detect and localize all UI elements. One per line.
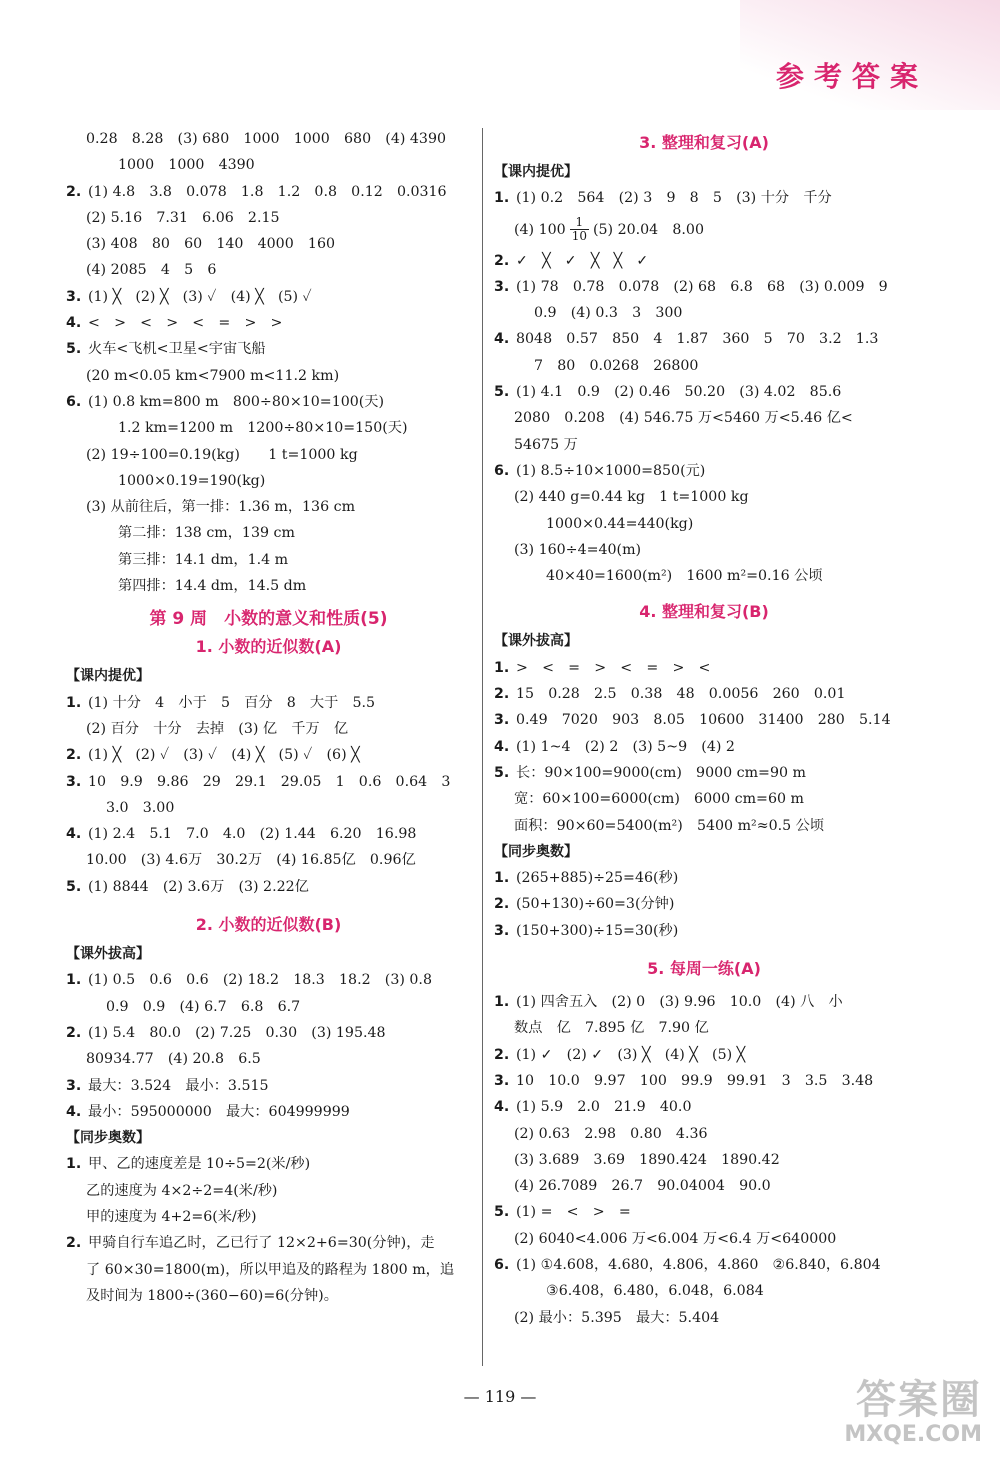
answer-text: (1) ╳ (2) ╳ (3) ✓ (4) ╳ (5) ✓ [88,288,312,305]
answer-line: 3.0 3.00 [106,799,175,816]
question-number: 1. [494,190,510,207]
question-number: 2. [494,1046,510,1063]
answer-text: 最小：595000000 最大：604999999 [88,1103,350,1120]
column-divider [482,128,483,1366]
question-number: 2. [494,686,510,703]
answer-line: (3) 从前往后，第一排：1.36 m，136 cm [86,499,356,516]
right-column [494,126,914,1331]
answer-line [494,865,914,891]
answer-text: (1) 78 0.78 0.078 (2) 68 6.8 68 (3) 0.009 9 [516,278,888,295]
section-title: 2. 小数的近似数(B) [195,915,342,935]
question-number: 4. [494,331,510,348]
question-number: 6. [494,462,510,479]
answer-line [66,284,471,310]
answer-line [494,379,914,405]
answer-line: ③6.408，6.480，6.048，6.084 [546,1283,764,1300]
answer-text: (1) 4.8 3.8 0.078 1.8 1.2 0.8 0.12 0.0316 [88,183,447,200]
answer-line [66,336,471,362]
section-tag: 【课外拔高】 [66,946,150,963]
answer-line: (3) 408 80 60 140 4000 160 [86,236,335,253]
answer-line [494,1068,914,1094]
answer-line [66,874,471,900]
answer-text: (1) 1~4 (2) 2 (3) 5~9 (4) 2 [516,738,735,755]
question-number: 4. [66,1103,82,1120]
answer-line: (2) 19÷100=0.19(kg) 1 t=1000 kg [86,446,358,463]
week-title: 第 9 周 小数的意义和性质(5) [149,609,388,630]
section-title: 3. 整理和复习(A) [639,133,769,152]
answer-line [66,1230,471,1256]
section-title: 1. 小数的近似数(A) [195,637,342,657]
question-number: 4. [494,738,510,755]
answer-line: 第四排：14.4 dm，14.5 dm [118,578,307,595]
answer-line [66,389,471,415]
answer-text: (50+130)÷60=3(分钟) [516,896,675,913]
answer-line: 1000×0.19=190(kg) [118,472,266,489]
answer-line [494,655,914,681]
page-header-title: 参考答案 [775,60,928,93]
section-tag: 【课外拔高】 [494,633,578,650]
question-number: 5. [494,1204,510,1221]
question-number: 1. [494,994,510,1011]
answer-line [66,1073,471,1099]
answer-line [494,212,914,248]
question-number: 2. [66,1024,82,1041]
answer-line: (2) 440 g=0.44 kg 1 t=1000 kg [514,489,749,506]
answer-line: 了 60×30=1800(m)，所以甲追及的路程为 1800 m，追 [86,1261,455,1278]
answer-text: (1) ╳ (2) ✓ (3) ✓ (4) ╳ (5) ✓ (6) ╳ [88,747,360,764]
section-tag: 【课内提优】 [494,164,578,180]
answer-line: 0.9 (4) 0.3 3 300 [534,305,683,322]
answer-line: (2) 5.16 7.31 6.06 2.15 [86,209,280,226]
answer-line [66,769,471,795]
answer-text: 最大：3.524 最小：3.515 [88,1077,269,1094]
answer-line [494,760,914,786]
answer-text: (1) 0.5 0.6 0.6 (2) 18.2 18.3 18.2 (3) 0.8 [88,972,432,989]
answer-line: 宽：60×100=6000(cm) 6000 cm=60 m [514,791,804,808]
question-number: 2. [494,896,510,913]
answer-text: > < = > < = > < [516,659,711,676]
page-number: — 119 — [463,1387,537,1406]
answer-line: 10.00 (3) 4.6万 30.2万 (4) 16.85亿 0.96亿 [86,852,416,869]
answer-line: 0.28 8.28 (3) 680 1000 1000 680 (4) 4390 [86,131,446,147]
answer-line [66,179,471,205]
answer-text: ✓ ╳ ✓ ╳ ╳ ✓ [516,252,649,269]
question-number: 2. [66,747,82,764]
question-number: 5. [66,878,82,895]
answer-line: 1000×0.44=440(kg) [546,515,694,532]
answer-text: 0.49 7020 903 8.05 10600 31400 280 5.14 [516,712,891,729]
answer-text: (4) 100 [514,221,566,238]
answer-text: (1) 5.9 2.0 21.9 40.0 [516,1099,692,1116]
answer-line [494,918,914,944]
question-number: 4. [66,315,82,332]
answer-text: 10 9.9 9.86 29 29.1 29.05 1 0.6 0.64 3 [88,773,451,790]
answer-line [494,891,914,917]
answer-text: < > < > < = > > [88,315,283,332]
question-number: 3. [66,1077,82,1094]
answer-line [494,681,914,707]
answer-line: 1000 1000 4390 [118,157,255,174]
answer-line: 7 80 0.0268 26800 [534,357,699,374]
question-number: 3. [66,288,82,305]
answer-text: (1) 5.4 80.0 (2) 7.25 0.30 (3) 195.48 [88,1024,386,1041]
answer-line: 第二排：138 cm，139 cm [118,525,295,542]
answer-text: 10 10.0 9.97 100 99.9 99.91 3 3.5 3.48 [516,1072,874,1089]
answer-line: 面积：90×60=5400(m²) 5400 m²≈0.5 公顷 [514,817,825,834]
section-title: 4. 整理和复习(B) [639,602,769,622]
question-number: 2. [494,252,510,269]
answer-text: (1) 8844 (2) 3.6万 (3) 2.22亿 [88,878,309,895]
question-number: 3. [66,773,82,790]
question-number: 1. [494,870,510,887]
answer-text: 甲、乙的速度差是 10÷5=2(米/秒) [88,1156,311,1173]
section-tag: 【同步奥数】 [494,843,578,860]
question-number: 2. [66,183,82,200]
answer-text: (1) 四舍五入 (2) 0 (3) 9.96 10.0 (4) 八 小 [516,994,843,1011]
question-number: 4. [494,1099,510,1116]
answer-line: 54675 万 [514,436,578,453]
answer-line [66,967,471,993]
answer-line [494,1252,914,1278]
question-number: 5. [494,384,510,401]
question-number: 3. [494,278,510,295]
answer-text: (1) 0.2 564 (2) 3 9 8 5 (3) 十分 千分 [516,190,832,207]
answer-line [494,458,914,484]
question-number: 3. [494,922,510,939]
section-tag: 【同步奥数】 [66,1130,150,1147]
question-number: 3. [494,1072,510,1089]
answer-line: 数点 亿 7.895 亿 7.90 亿 [514,1020,709,1037]
answer-line: (4) 26.7089 26.7 90.04004 90.0 [514,1178,771,1195]
answer-line [494,185,914,211]
answer-line [494,1094,914,1120]
left-column [66,126,471,1309]
answer-line [494,989,914,1015]
question-number: 1. [66,694,82,711]
answer-line: (4) 2085 4 5 6 [86,262,217,279]
answer-text: (150+300)÷15=30(秒) [516,922,679,939]
answer-line [66,690,471,716]
answer-text: 15 0.28 2.5 0.38 48 0.0056 260 0.01 [516,686,846,703]
answer-line: 0.9 0.9 (4) 6.7 6.8 6.7 [106,998,301,1015]
answer-line [494,734,914,760]
answer-text: (1) 4.1 0.9 (2) 0.46 50.20 (3) 4.02 85.6 [516,384,842,401]
section-title: 5. 每周一练(A) [647,959,761,979]
answer-line: 1.2 km=1200 m 1200÷80×10=150(天) [118,420,408,437]
answer-line: 80934.77 (4) 20.8 6.5 [86,1051,261,1068]
watermark-text: 答案圈 [856,1377,982,1423]
question-number: 5. [494,764,510,781]
answer-text: (5) 20.04 8.00 [592,221,704,238]
answer-line [66,1151,471,1177]
answer-text: 甲骑自行车追乙时，乙已行了 12×2+6=30(分钟)，走 [88,1235,435,1252]
answer-line: (2) 最小：5.395 最大：5.404 [514,1309,720,1326]
question-number: 2. [66,1235,82,1252]
answer-line: 甲的速度为 4+2=6(米/秒) [86,1208,257,1225]
answer-line [494,707,914,733]
answer-text: 8048 0.57 850 4 1.87 360 5 70 3.2 1.3 [516,331,879,348]
answer-line [66,742,471,768]
answer-line: (2) 0.63 2.98 0.80 4.36 [514,1125,708,1142]
answer-text: 火车<飞机<卫星<宇宙飞船 [88,341,266,358]
fraction [570,216,589,243]
fraction-numerator: 1 [570,216,589,230]
question-number: 4. [66,826,82,843]
question-number: 1. [66,972,82,989]
question-number: 6. [494,1256,510,1273]
answer-line: 乙的速度为 4×2÷2=4(米/秒) [86,1182,278,1199]
answer-line [66,1020,471,1046]
question-number: 5. [66,341,82,358]
answer-line: (2) 6040<4.006 万<6.004 万<6.4 万<640000 [514,1230,837,1247]
section-tag: 【课内提优】 [66,668,150,685]
answer-text: (1) 十分 4 小于 5 百分 8 大于 5.5 [88,694,376,711]
answer-line: (20 m<0.05 km<7900 m<11.2 km) [86,367,340,384]
answer-text: (1) 0.8 km=800 m 800÷80×10=100(天) [88,393,385,410]
answer-line [494,326,914,352]
answer-line [66,1099,471,1125]
fraction-denominator: 10 [571,229,587,244]
answer-line: (3) 3.689 3.69 1890.424 1890.42 [514,1151,780,1168]
answer-text: (1) 2.4 5.1 7.0 4.0 (2) 1.44 6.20 16.98 [88,826,417,843]
answer-text: (1) ①4.608，4.680，4.806，4.860 ②6.840，6.804 [516,1256,881,1273]
answer-line: 40×40=1600(m²) 1600 m²=0.16 公顷 [546,568,823,585]
answer-line: (2) 百分 十分 去掉 (3) 亿 千万 亿 [86,720,349,737]
answer-text: (1) ✓ (2) ✓ (3) ╳ (4) ╳ (5) ╳ [516,1046,746,1063]
question-number: 1. [66,1156,82,1173]
watermark-logo [844,1378,982,1448]
answer-line [494,274,914,300]
answer-line [66,310,471,336]
answer-text: (265+885)÷25=46(秒) [516,870,679,887]
answer-line [494,1042,914,1068]
question-number: 1. [494,659,510,676]
answer-text: (1) = < > = [516,1204,631,1221]
answer-line: 及时间为 1800÷(360−60)=6(分钟)。 [86,1287,338,1304]
question-number: 3. [494,712,510,729]
answer-line: 第三排：14.1 dm，1.4 m [118,551,289,568]
answer-text: (1) 8.5÷10×1000=850(元) [516,462,706,479]
answer-line [494,248,914,274]
answer-line: (3) 160÷4=40(m) [514,541,642,558]
answer-text: 长：90×100=9000(cm) 9000 cm=90 m [516,764,806,781]
question-number: 6. [66,393,82,410]
answer-line: 2080 0.208 (4) 546.75 万<5460 万<5.46 亿< [514,410,853,427]
answer-line [494,1199,914,1225]
watermark-url: MXQE.COM [844,1422,982,1447]
answer-line [66,821,471,847]
